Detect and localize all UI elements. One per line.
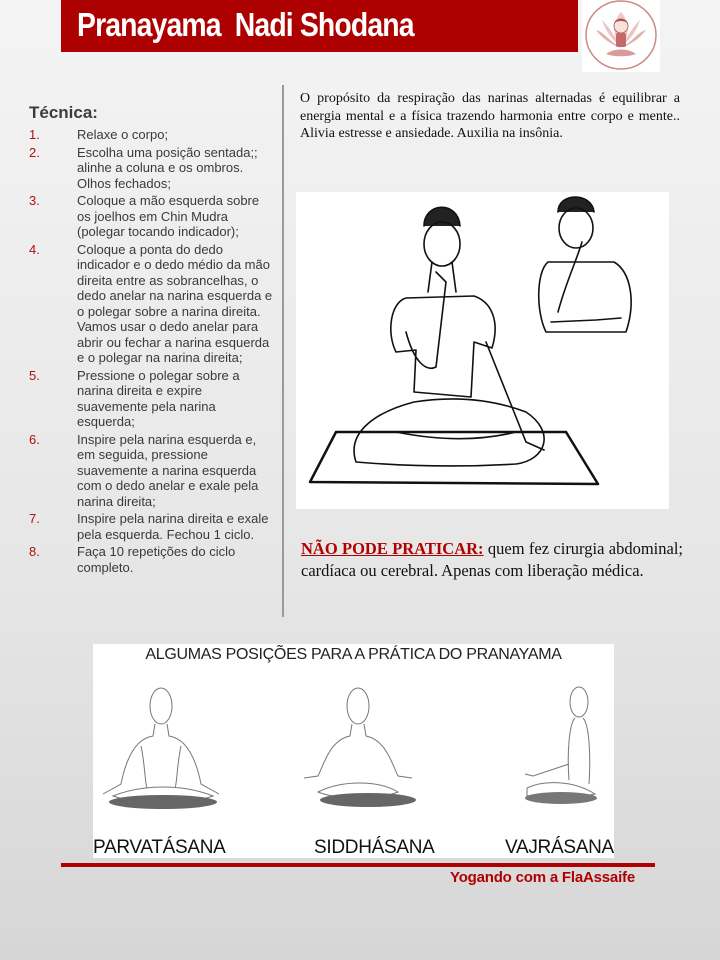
pose-label-parvatasana: PARVATÁSANA	[93, 837, 226, 858]
column-divider	[282, 85, 284, 617]
step-text: Escolha uma posição sentada;; alinhe a coluna e os ombros. Olhos fechados;	[77, 144, 258, 191]
step-item	[29, 432, 274, 510]
siddhasana-pose-icon	[298, 684, 448, 824]
step-text: Relaxe o corpo;	[77, 127, 169, 142]
step-number: 5.	[29, 367, 40, 383]
header-bar	[61, 0, 578, 52]
technique-heading: Técnica:	[29, 103, 98, 122]
step-item	[29, 511, 274, 542]
nadi-shodana-drawing-icon	[296, 192, 669, 509]
step-text: Coloque a ponta do dedo indicador e o dedo médio da mão direita entre as sobrancelhas, o dedo anelar na narina esquerda e o polegar sobre a narina direita. Vamos usar o dedo anelar para abrir ou fechar a narina esquerda e o polegar na narina direita;	[77, 241, 273, 365]
step-item	[29, 145, 274, 192]
step-number: 7.	[29, 511, 40, 526]
step-item	[29, 544, 274, 575]
step-text: Pressione o polegar sobre a narina direita e expire suavemente pela narina esquerda;	[77, 367, 240, 429]
step-number: 4.	[29, 241, 40, 257]
step-text: Inspire pela narina direita e exale pela esquerda. Fechou 1 ciclo.	[77, 511, 269, 542]
vajrasana-pose-icon	[513, 684, 613, 824]
step-number: 3.	[29, 193, 40, 208]
poses-title: ALGUMAS POSIÇÕES PARA A PRÁTICA DO PRANAYAMA	[145, 646, 562, 663]
parvatasana-pose-icon	[93, 684, 243, 824]
step-number: 1.	[29, 127, 40, 142]
step-item	[29, 368, 274, 430]
warning-text: quem fez cirurgia abdominal; cardíaca ou cerebral. Apenas com liberação médica.	[301, 539, 683, 580]
intro-paragraph: O propósito da respiração das narinas alternadas é equilibrar a energia mental e a física trazendo harmonia entre corpo e mente.. Alivia estresse e ansiedade. Auxilia na insônia.	[300, 91, 680, 141]
step-text: Coloque a mão esquerda sobre os joelhos em Chin Mudra (polegar tocando indicador);	[77, 193, 260, 239]
poses-figure	[93, 644, 614, 858]
pose-label-vajrasana: VAJRÁSANA	[505, 837, 614, 858]
pose-label-siddhasana: SIDDHÁSANA	[314, 837, 435, 858]
step-item	[29, 242, 274, 366]
step-item	[29, 193, 274, 240]
breathing-illustration	[296, 192, 669, 509]
footer-credit: Yogando com a FlaAssaife	[450, 869, 635, 886]
step-number: 2.	[29, 144, 40, 160]
lotus-logo-icon	[582, 0, 660, 72]
technique-steps-list	[29, 127, 274, 577]
step-text: Inspire pela narina esquerda e, em seguida, pressione suavemente a narina esquerda com o dedo anelar e exale pela narina direita;	[77, 431, 259, 509]
warning-label: NÃO PODE PRATICAR:	[301, 539, 484, 558]
warning-notice	[301, 538, 683, 582]
page-title: Pranayama Nadi Shodana	[77, 6, 414, 43]
step-number: 8.	[29, 544, 40, 559]
step-text: Faça 10 repetições do ciclo completo.	[77, 544, 236, 575]
footer-divider	[61, 863, 655, 867]
step-item	[29, 127, 274, 143]
step-number: 6.	[29, 431, 40, 447]
